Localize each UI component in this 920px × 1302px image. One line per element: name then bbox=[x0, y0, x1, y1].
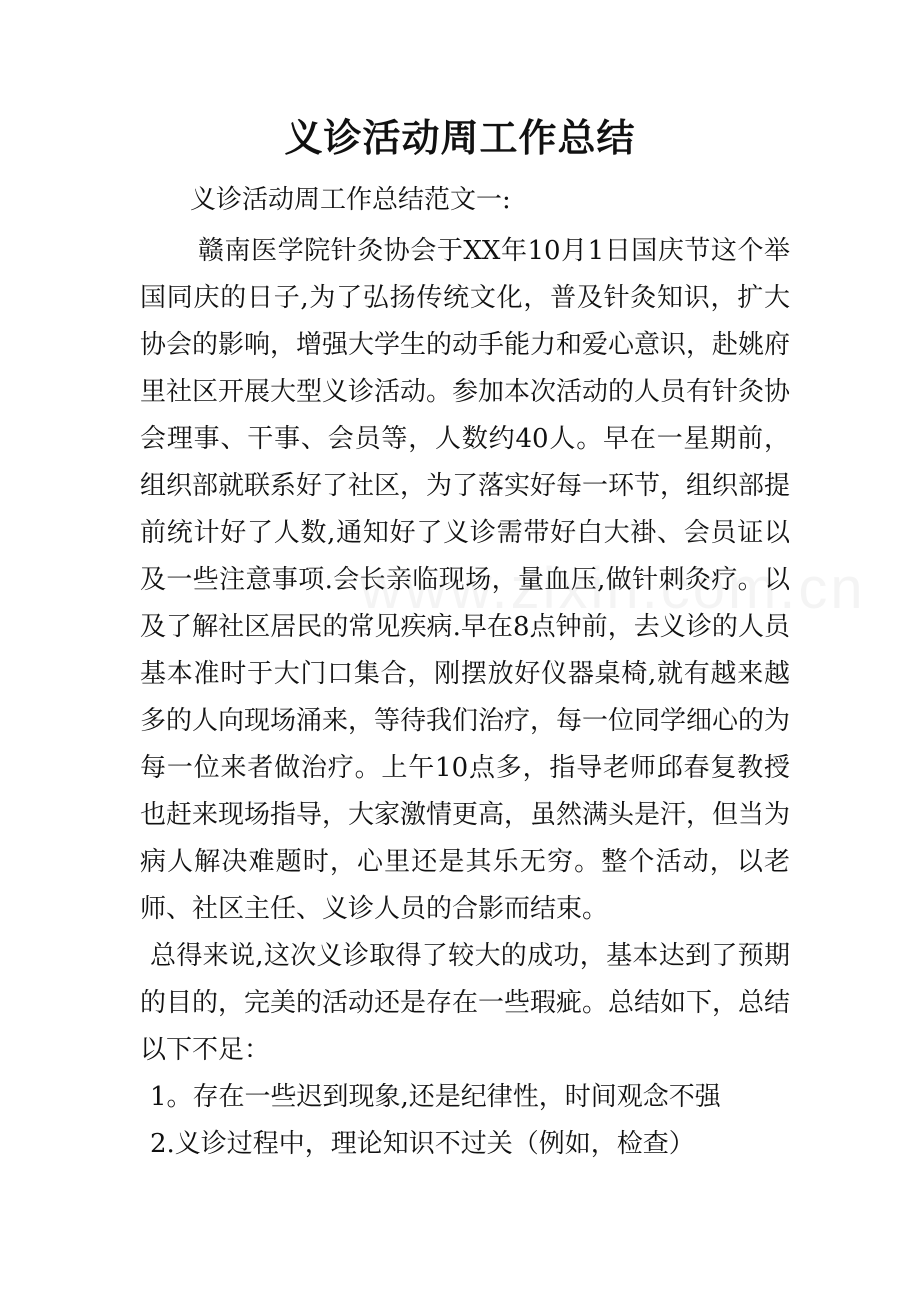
document-body bbox=[140, 228, 790, 1168]
paragraph-summary: 总得来说,这次义诊取得了较大的成功，基本达到了预期的目的，完美的活动还是存在一些瑕疵。总结如下，总结以下不足： bbox=[140, 941, 791, 1065]
list-item-2: 2.义诊过程中，理论知识不过关（例如，检查） bbox=[150, 1129, 695, 1159]
document-subtitle: 义诊活动周工作总结范文一: bbox=[190, 185, 511, 215]
list-item-1: 1。存在一些迟到现象,还是纪律性，时间观念不强 bbox=[150, 1082, 721, 1112]
document-title: 义诊活动周工作总结 bbox=[284, 115, 636, 160]
paragraph-intro: 赣南医学院针灸协会于XX年10月1日国庆节这个举国同庆的日子,为了弘扬传统文化，普及针灸知识，扩大协会的影响，增强大学生的动手能力和爱心意识，赴姚府里社区开展大型义诊活动。参加本次活动的人员有针灸协会理事、干事、会员等，人数约40人。早在一星期前，组织部就联系好了社区，为了落实好每一环节，组织部提前统计好了人数,通知好了义诊需带好白大褂、会员证以及一些注意事项.会长亲临现场，量血压,做针刺灸疗。以及了解社区居民的常见疾病.早在8点钟前，去义诊的人员基本准时于大门口集合，刚摆放好仪器桌椅,就有越来越多的人向现场涌来，等待我们治疗，每一位同学细心的为每一位来者做治疗。上午10点多，指导老师邱春复教授也赶来现场指导，大家激情更高，虽然满头是汗，但当为病人解决难题时，心里还是其乐无穷。整个活动，以老师、社区主任、义诊人员的合影而结束。 bbox=[140, 236, 791, 924]
